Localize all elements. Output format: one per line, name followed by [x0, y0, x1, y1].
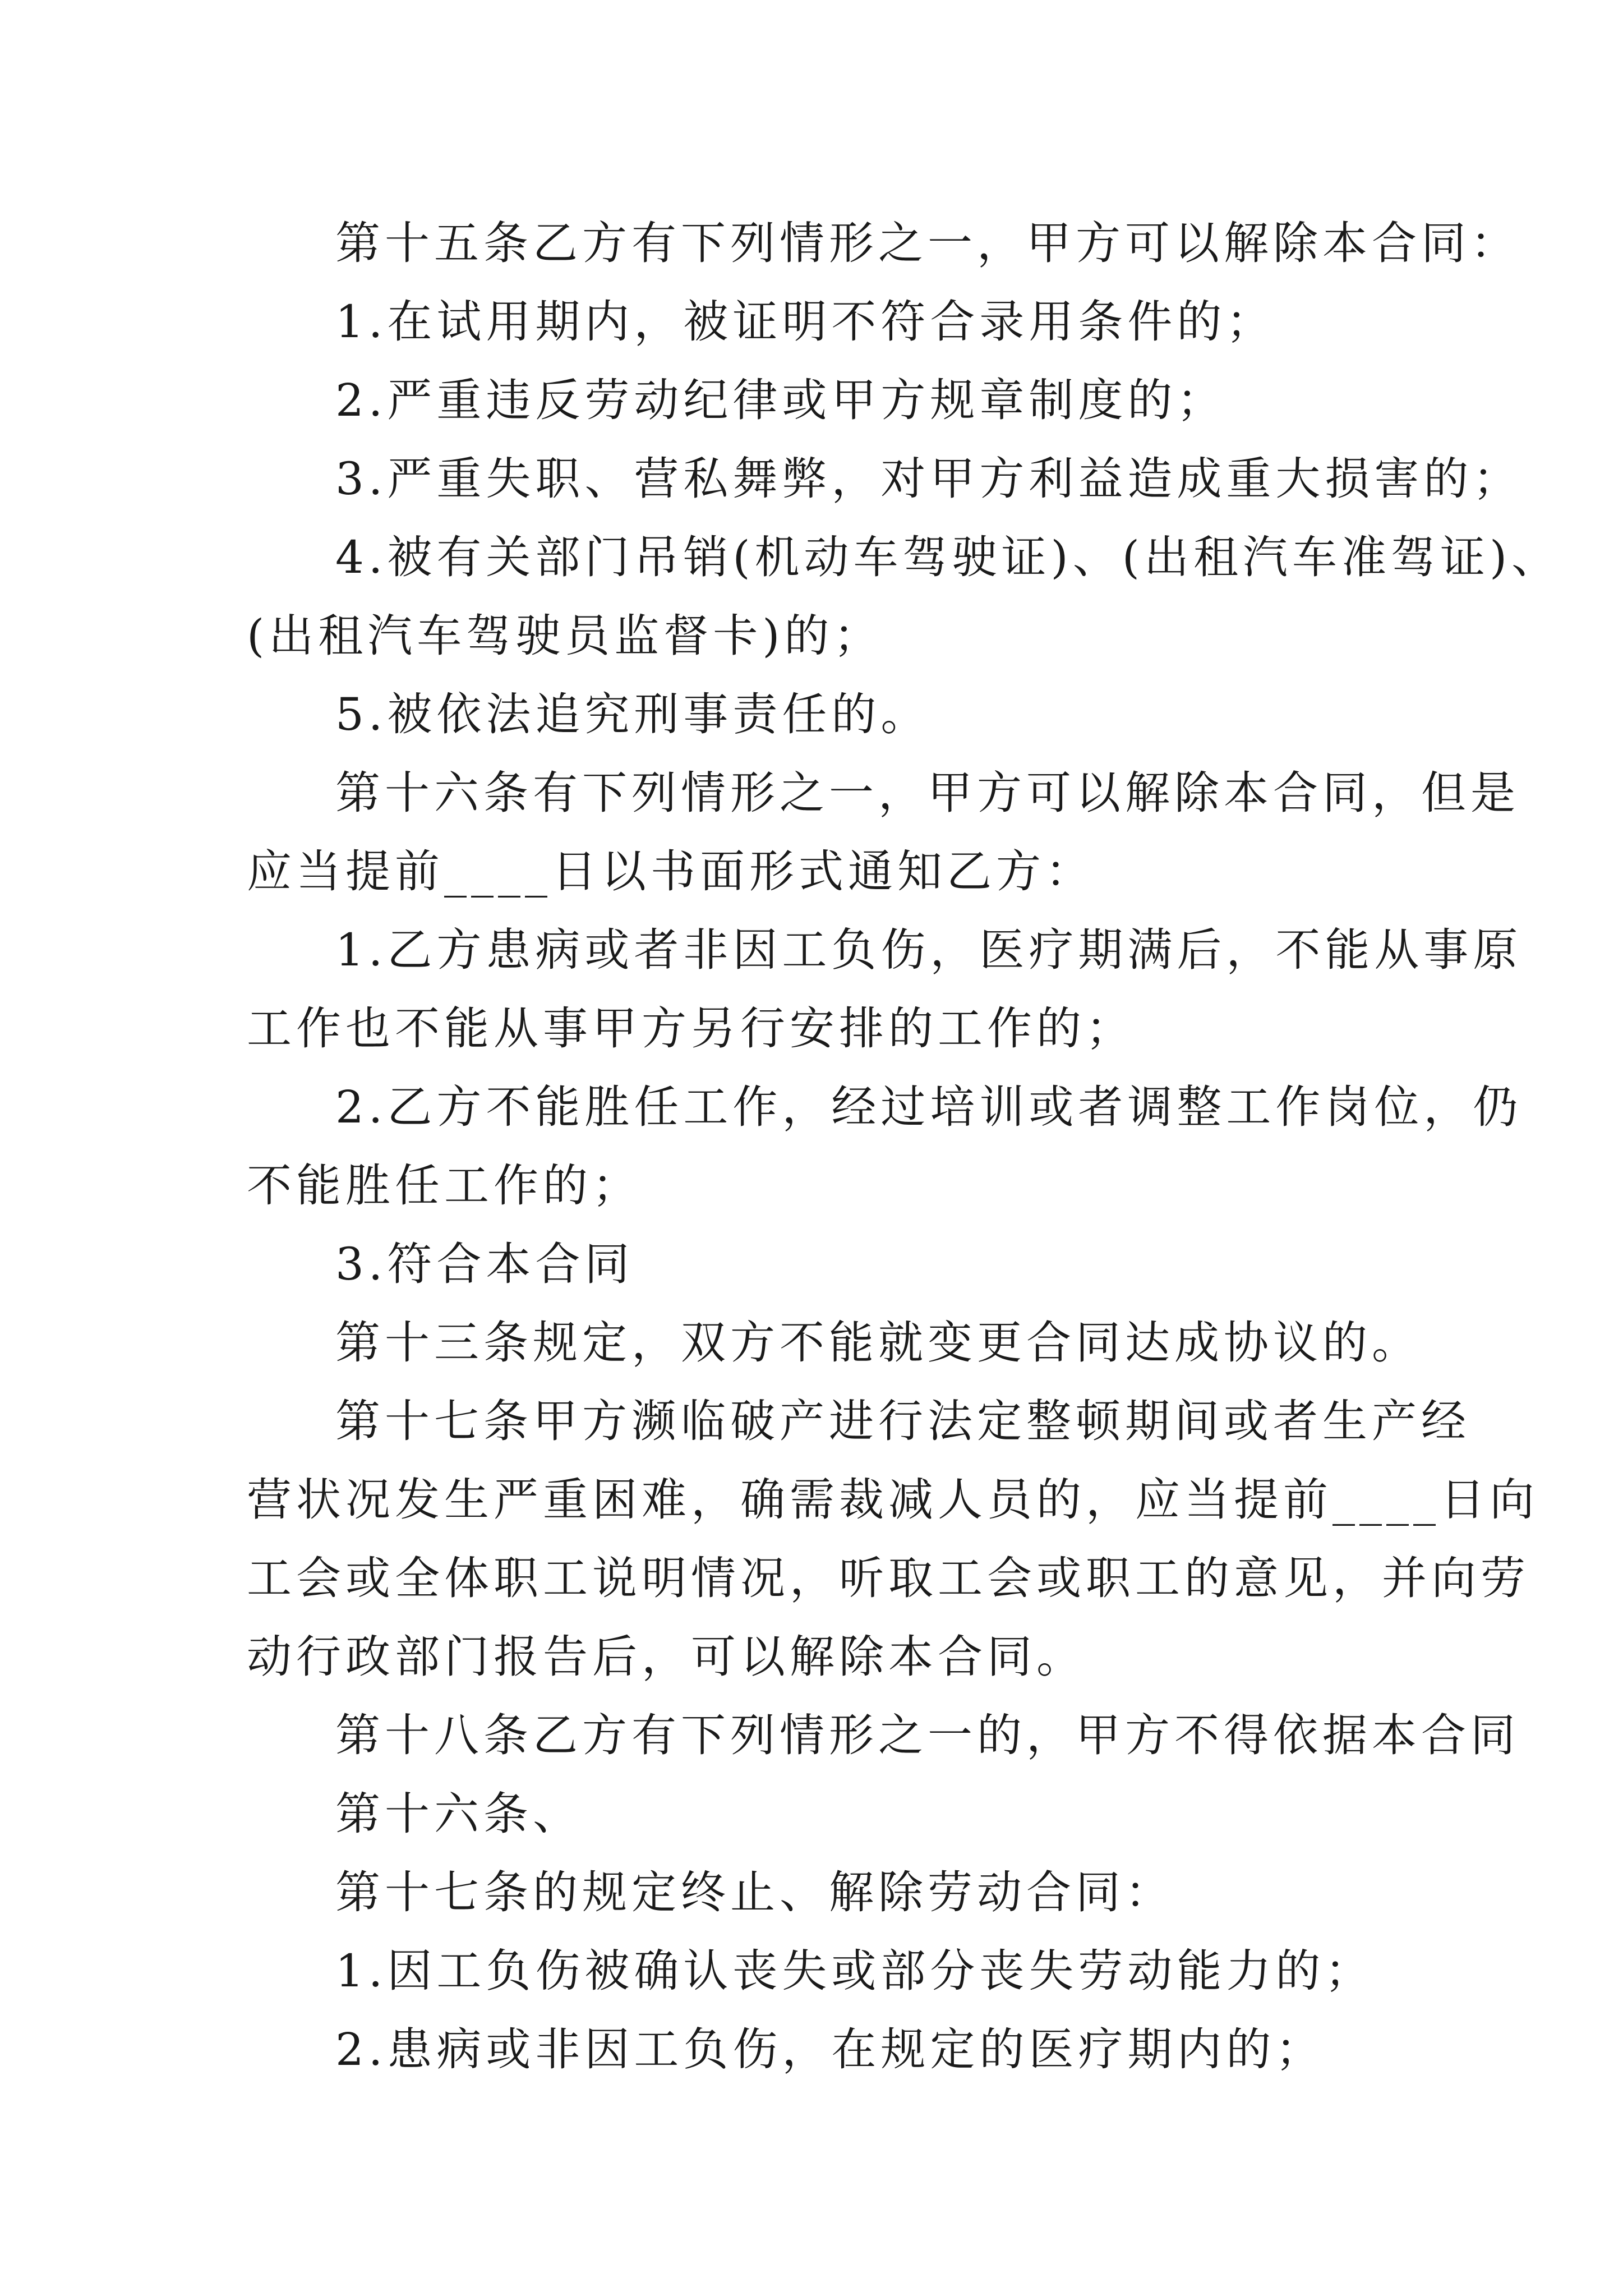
text-line: 第十六条有下列情形之一，甲方可以解除本合同，但是 [335, 767, 1520, 819]
text-line: 工作也不能从事甲方另行安排的工作的； [247, 1002, 1135, 1055]
text-line: 4.被有关部门吊销(机动车驾驶证)、(出租汽车准驾证)、 [335, 531, 1561, 583]
text-line: 2.患病或非因工负伤，在规定的医疗期内的； [335, 2023, 1325, 2076]
text-line: 2.严重违反劳动纪律或甲方规章制度的； [335, 374, 1227, 426]
text-line: 动行政部门报告后，可以解除本合同。 [247, 1631, 1086, 1683]
text-line: 1.因工负伤被确认丧失或部分丧失劳动能力的； [335, 1945, 1375, 1997]
text-line: 第十七条甲方濒临破产进行法定整顿期间或者生产经 [335, 1395, 1470, 1447]
text-line: 第十八条乙方有下列情形之一的，甲方不得依据本合同 [335, 1709, 1520, 1761]
text-line: 3.符合本合同 [335, 1238, 634, 1290]
text-line: 第十七条的规定终止、解除劳动合同： [335, 1866, 1174, 1918]
text-line: 1.乙方患病或者非因工负伤，医疗期满后，不能从事原 [335, 924, 1523, 976]
text-line: (出租汽车驾驶员监督卡)的； [247, 610, 883, 662]
text-line: 营状况发生严重困难，确需裁减人员的，应当提前____日向 [247, 1474, 1539, 1526]
text-line: 第十三条规定，双方不能就变更合同达成协议的。 [335, 1317, 1421, 1369]
text-line: 3.严重失职、营私舞弊，对甲方利益造成重大损害的； [335, 453, 1523, 505]
text-line: 1.在试用期内，被证明不符合录用条件的； [335, 296, 1276, 348]
text-line: 不能胜任工作的； [247, 1159, 642, 1212]
text-line: 应当提前____日以书面形式通知乙方： [247, 845, 1095, 898]
text-line: 第十五条乙方有下列情形之一，甲方可以解除本合同： [335, 217, 1520, 269]
text-line: 工会或全体职工说明情况，听取工会或职工的意见，并向劳 [247, 1552, 1530, 1604]
text-line: 第十六条、 [335, 1788, 582, 1840]
text-line: 2.乙方不能胜任工作，经过培训或者调整工作岗位，仍 [335, 1081, 1523, 1133]
text-line: 5.被依法追究刑事责任的。 [335, 688, 930, 740]
